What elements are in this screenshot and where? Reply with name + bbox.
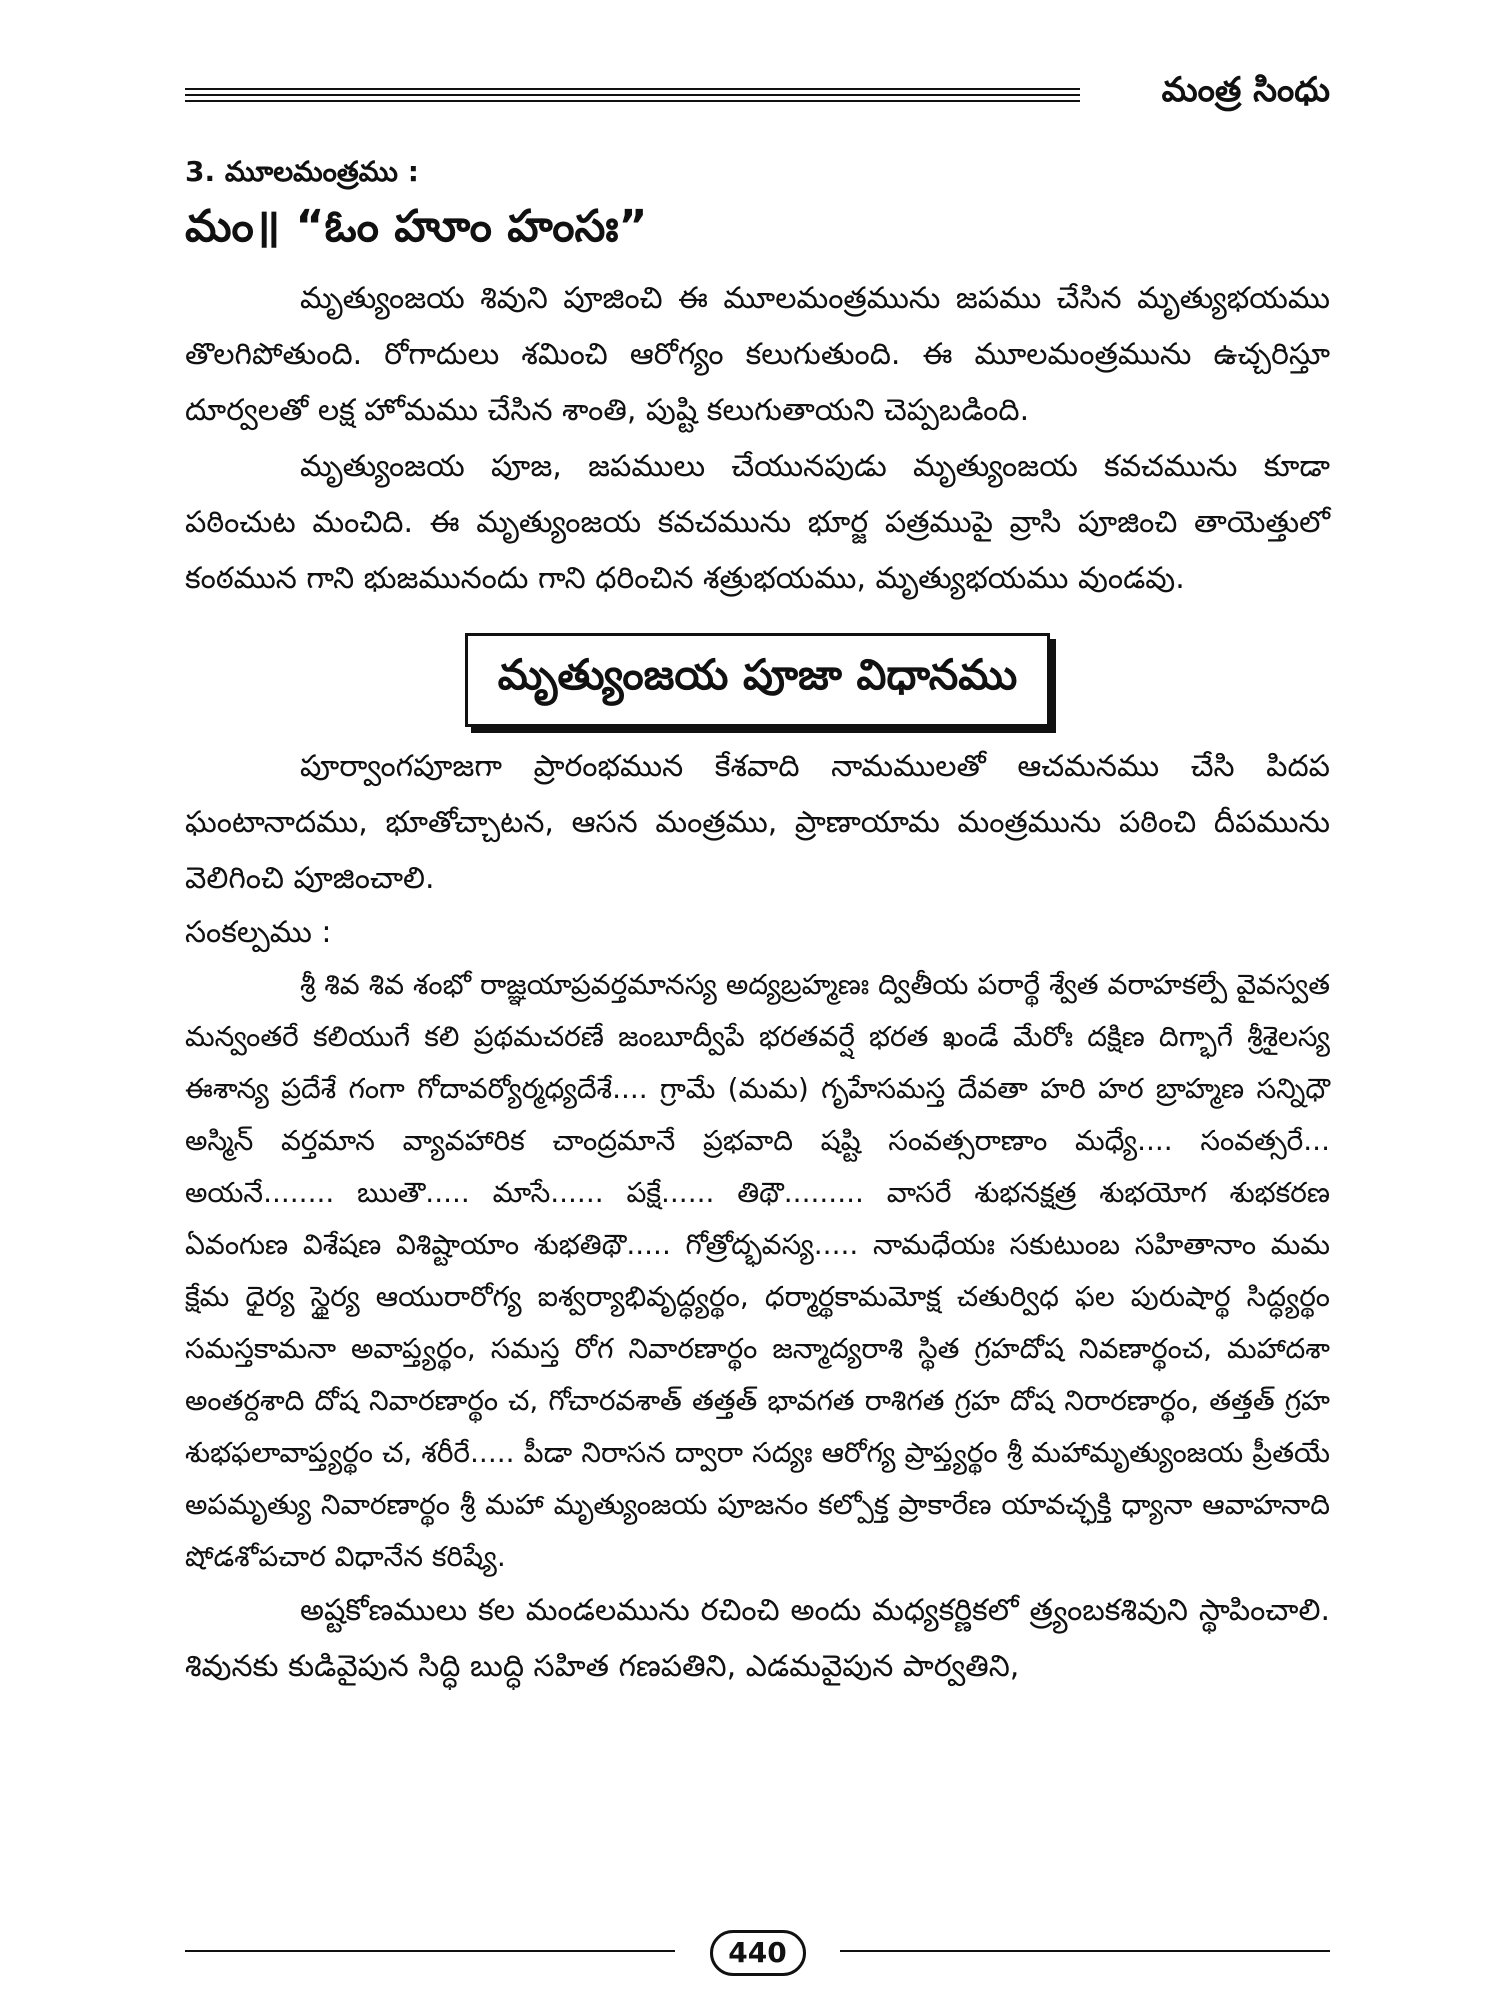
boxed-heading: మృత్యుంజయ పూజా విధానము [465, 633, 1051, 727]
header-rule [185, 88, 1080, 90]
running-header [185, 70, 1330, 120]
section-label: 3. మూలమంత్రము : [185, 155, 419, 188]
intro-paragraph: పూర్వాంగపూజగా ప్రారంభమున కేశవాది నామములతో ఆచమనము చేసి పిదప ఘంటానాదము, భూతోచ్చాటన, ఆసన మంత్రము, ప్రాణాయామ మంత్రమును పఠించి దీపమును వెలిగించి పూజించాలి. [185, 749, 1330, 896]
paragraph: మృత్యుంజయ పూజ, జపములు చేయునపుడు మృత్యుంజయ కవచమును కూడా పఠించుట మంచిది. ఈ మృత్యుంజయ కవచమును భూర్జ పత్రముపై వ్రాసి పూజించి తాయెత్తులో కంఠమున గాని భుజమునందు గాని ధరించిన శత్రుభయము, మృత్యుభయము వుండవు. [185, 449, 1330, 596]
header-rule [185, 100, 1080, 102]
book-title: మంత్ర సింధు [1161, 70, 1330, 110]
mula-mantra: మం॥ “ఓం హూం హంసః” [185, 201, 648, 252]
sankalpa-text: శ్రీ శివ శివ శంభో రాజ్ఞయాప్రవర్తమానస్య అద్యబ్రహ్మణః ద్వితీయ పరార్థే శ్వేత వరాహకల్పే వైవస్వత మన్వంతరే కలియుగే కలి ప్రథమచరణే జంబూద్వీపే భరతవర్షే భరత ఖండే మేరోః దక్షిణ దిగ్భాగే శ్రీశైలస్య ఈశాన్య ప్రదేశే గంగా గోదావర్యోర్మధ్యదేశే.... గ్రామే (మమ) గృహేసమస్త దేవతా హరి హర బ్రాహ్మణ సన్నిధౌ అస్మిన్ వర్తమాన వ్యావహారిక చాంద్రమానే ప్రభవాది షష్టి సంవత్సరాణాం మధ్యే.... సంవత్సరే... అయనే........ ఋతౌ..... మాసే...... పక్షే...... తిథౌ......... వాసరే శుభనక్షత్ర శుభయోగ శుభకరణ ఏవంగుణ విశేషణ విశిష్టాయాం శుభతిథౌ..... గోత్రోద్భవస్య..... నామధేయః సకుటుంబ సహితానాం మమ క్షేమ ధైర్య స్థైర్య ఆయురారోగ్య ఐశ్వర్యాభివృద్ధ్యర్థం, ధర్మార్థకామమోక్ష చతుర్విధ ఫల పురుషార్థ సిద్ధ్యర్థం సమస్తకామనా అవాప్త్యర్థం, సమస్త రోగ నివారణార్థం జన్మాద్యరాశి స్థిత గ్రహదోష నివణార్థంచ, మహాదశా అంతర్దశాది దోష నివారణార్థం చ, గోచారవశాత్ తత్తత్ భావగత రాశిగత గ్రహ దోష నిరారణార్థం, తత్తత్ గ్రహ శుభఫలావాప్త్యర్థం చ, శరీరే..... పీడా నిరాసన ద్వారా సద్యః ఆరోగ్య ప్రాప్త్యర్థం శ్రీ మహామృత్యుంజయ ప్రీతయే అపమృత్యు నివారణార్థం శ్రీ మహా మృత్యుంజయ పూజనం కల్పోక్త ప్రాకారేణ యావచ్ఛక్తి ధ్యానా ఆవాహనాది షోడశోపచార విధానేన కరిష్యే. [185, 968, 1330, 1573]
sankalpa-label: సంకల్పము : [185, 915, 332, 950]
closing-paragraph: అష్టకోణములు కల మండలమును రచించి అందు మధ్యకర్ణికలో త్ర్యంబకశివుని స్థాపించాలి. శివునకు కుడివైపున సిద్ధి బుద్ధి సహిత గణపతిని, ఎడమవైపున పార్వతిని, [185, 1593, 1330, 1684]
page-number: 440 [710, 1930, 806, 1976]
paragraph: మృత్యుంజయ శివుని పూజించి ఈ మూలమంత్రమును జపము చేసిన మృత్యుభయము తొలగిపోతుంది. రోగాదులు శమించి ఆరోగ్యం కలుగుతుంది. ఈ మూలమంత్రమును ఉచ్చరిస్తూ దూర్వలతో లక్ష హోమము చేసిన శాంతి, పుష్టి కలుగుతాయని చెప్పబడింది. [185, 281, 1330, 428]
footer-rule [185, 1950, 675, 1952]
header-rule [185, 94, 1080, 96]
footer-rule [840, 1950, 1330, 1952]
page-footer [185, 1930, 1330, 1970]
heading-wrap [185, 633, 1330, 727]
page-body [185, 155, 1330, 1695]
